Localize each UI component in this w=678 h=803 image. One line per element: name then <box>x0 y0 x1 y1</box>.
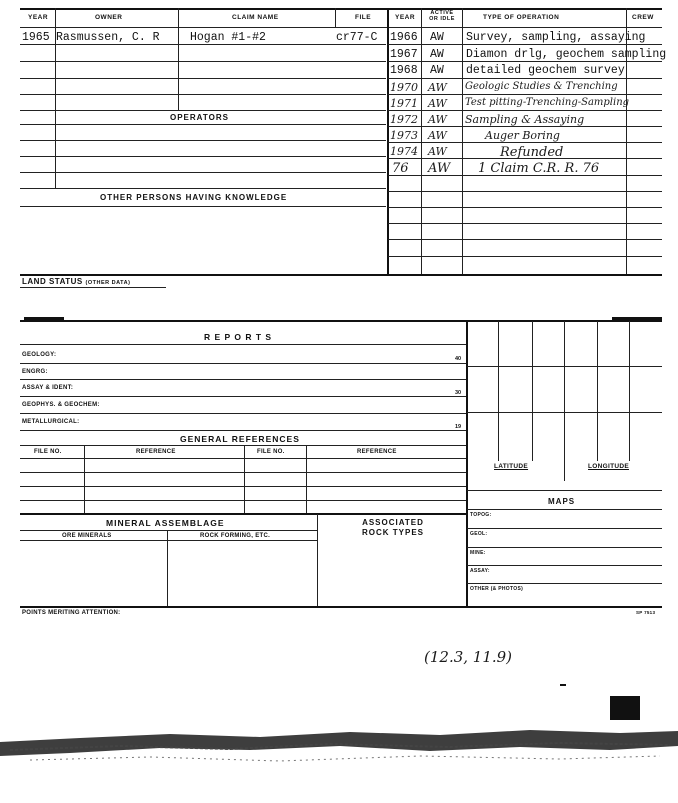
land-status-sublabel: (OTHER DATA) <box>85 280 131 286</box>
operators-top-rule <box>20 110 386 111</box>
scan-noise-band <box>0 720 678 780</box>
owner-entry-year: 1965 <box>22 31 50 44</box>
report-field-label: METALLURGICAL: <box>22 419 80 425</box>
operation-year: 1972 <box>390 113 418 126</box>
map-row-rule <box>467 547 662 548</box>
report-field-label: GEOLOGY: <box>22 352 57 358</box>
operation-description: detailed geochem survey <box>466 64 625 77</box>
grid-column-rule <box>564 321 565 481</box>
operation-row-rule <box>388 207 662 208</box>
operation-row-rule <box>388 142 662 143</box>
reports-heading-rule <box>20 344 466 345</box>
operators-heading: OPERATORS <box>170 113 229 122</box>
operation-description: Geologic Studies & Trenching <box>465 81 618 92</box>
references-column-rule <box>306 445 307 513</box>
operation-description: Diamon drlg, geochem sampling <box>466 48 667 61</box>
form-number: SP 7513 <box>636 610 656 615</box>
reports-heading: R E P O R T S <box>204 332 273 342</box>
operation-status: AW <box>428 113 447 126</box>
mineral-column-rule <box>167 530 168 607</box>
report-field-number: 19 <box>455 424 462 430</box>
references-row-rule <box>20 458 466 459</box>
active-idle-header: ACTIVE OR IDLE <box>429 10 455 22</box>
year-header: YEAR <box>28 14 49 21</box>
operation-row-rule <box>388 126 662 127</box>
references-row-rule <box>20 486 466 487</box>
associated-rock-types-heading: ASSOCIATED ROCK TYPES <box>361 518 424 537</box>
map-row-rule <box>467 583 662 584</box>
owner-entry-claim-name: Hogan #1-#2 <box>190 31 266 44</box>
operation-description: Refunded <box>500 145 564 160</box>
persons-bottom-rule <box>20 206 386 207</box>
mineral-heading-rule <box>20 530 317 531</box>
report-row-rule <box>20 413 466 414</box>
operation-status: AW <box>428 129 447 142</box>
owner-header: OWNER <box>95 14 123 21</box>
operation-description: Sampling & Assaying <box>465 113 585 126</box>
operation-row-rule <box>388 110 662 111</box>
operation-year: 1974 <box>390 145 418 158</box>
references-row-rule <box>20 472 466 473</box>
persons-top-rule <box>20 188 386 189</box>
operation-row-rule <box>388 78 662 79</box>
operators-row-rule <box>20 172 386 173</box>
maps-top-rule <box>467 490 662 491</box>
grid-column-rule <box>498 321 499 461</box>
land-status-underline <box>20 287 166 288</box>
claim-column-rule <box>178 8 179 111</box>
crew-header: CREW <box>632 14 654 21</box>
scan-artifact <box>560 684 566 686</box>
rock-types-column-rule <box>317 514 318 607</box>
reports-top-border <box>20 320 662 322</box>
operation-year: 1967 <box>390 48 418 61</box>
report-field-label: ASSAY & IDENT: <box>22 385 74 391</box>
land-status-label: LAND STATUS <box>22 277 83 286</box>
owner-row-rule <box>20 94 386 95</box>
operators-row-rule <box>20 124 386 125</box>
references-column-rule <box>84 445 85 513</box>
file-no-header: FILE NO. <box>257 449 285 455</box>
operation-row-rule <box>388 191 662 192</box>
grid-column-rule <box>629 321 630 461</box>
map-field-label: ASSAY: <box>470 568 490 574</box>
operation-year: 1966 <box>390 31 418 44</box>
general-references-heading: GENERAL REFERENCES <box>180 434 300 444</box>
file-header: FILE <box>355 14 372 21</box>
operation-status: AW <box>430 31 444 44</box>
operation-status: AW <box>428 145 447 158</box>
operation-row-rule <box>388 94 662 95</box>
operators-row-rule <box>20 156 386 157</box>
mineral-assemblage-heading: MINERAL ASSEMBLAGE <box>106 518 225 528</box>
operation-year-header: YEAR <box>395 14 416 21</box>
other-persons-heading: OTHER PERSONS HAVING KNOWLEDGE <box>100 193 288 202</box>
operation-status: AW <box>430 64 444 77</box>
grid-row-rule <box>467 412 662 413</box>
operation-status: AW <box>428 81 447 94</box>
file-column-rule <box>335 8 336 28</box>
operation-description: Auger Boring <box>485 129 560 142</box>
map-row-rule <box>467 528 662 529</box>
owner-row-rule <box>20 44 386 45</box>
owner-entry-file: cr77-C <box>336 31 378 44</box>
map-field-label: OTHER (& PHOTOS) <box>470 586 524 592</box>
report-row-rule <box>20 379 466 380</box>
operation-description: 1 Claim C.R. R. 76 <box>478 161 600 176</box>
type-of-operation-header: TYPE OF OPERATION <box>483 14 560 21</box>
operation-description: Survey, sampling, assaying <box>466 31 646 44</box>
report-row-rule <box>20 396 466 397</box>
grid-row-rule <box>467 366 662 367</box>
map-field-label: MINE: <box>470 550 486 556</box>
operation-year: 76 <box>392 161 409 176</box>
reference-header: REFERENCE <box>357 449 397 455</box>
mineral-subheading-rule <box>20 540 317 541</box>
operation-year: 1971 <box>390 97 418 110</box>
map-field-label: TOPOG: <box>470 512 492 518</box>
report-row-rule <box>20 363 466 364</box>
report-field-number: 40 <box>455 356 462 362</box>
grid-column-rule <box>532 321 533 461</box>
operation-year: 1970 <box>390 81 418 94</box>
scan-artifact <box>610 696 640 720</box>
operation-row-rule <box>388 223 662 224</box>
grid-column-rule <box>597 321 598 461</box>
rock-forming-header: ROCK FORMING, ETC. <box>200 533 271 539</box>
operation-year: 1973 <box>390 129 418 142</box>
operation-description: Test pitting-Trenching-Sampling <box>465 97 630 108</box>
operation-year: 1968 <box>390 64 418 77</box>
header-bottom-rule <box>20 27 662 28</box>
references-column-rule <box>244 445 245 513</box>
owner-entry-owner: Rasmussen, C. R <box>56 31 160 44</box>
operation-status: AW <box>430 48 444 61</box>
owner-row-rule <box>20 78 386 79</box>
operators-row-rule <box>20 140 386 141</box>
points-meriting-attention-label: POINTS MERITING ATTENTION: <box>22 610 121 616</box>
file-no-header: FILE NO. <box>34 449 62 455</box>
latitude-label: LATITUDE <box>494 463 529 470</box>
report-field-label: GEOPHYS. & GEOCHEM: <box>22 402 100 408</box>
map-row-rule <box>467 565 662 566</box>
references-bottom-border <box>20 513 466 515</box>
reference-header: REFERENCE <box>136 449 176 455</box>
map-field-label: GEOL: <box>470 531 488 537</box>
top-table-bottom-border <box>20 274 662 276</box>
maps-heading-rule <box>467 509 662 510</box>
operation-row-rule <box>388 61 662 62</box>
owner-row-rule <box>20 61 386 62</box>
maps-heading: MAPS <box>548 497 576 506</box>
longitude-label: LONGITUDE <box>588 463 629 470</box>
report-row-rule <box>20 430 466 431</box>
report-field-label: ENGRG: <box>22 369 48 375</box>
report-field-number: 30 <box>455 390 462 396</box>
coordinates-note: (12.3, 11.9) <box>424 648 513 666</box>
references-heading-rule <box>20 445 466 446</box>
bottom-form-border <box>20 606 662 608</box>
operation-row-rule <box>388 239 662 240</box>
top-border <box>20 8 662 10</box>
land-status-heading <box>22 277 130 286</box>
ore-minerals-header: ORE MINERALS <box>62 533 112 539</box>
operation-row-rule <box>388 44 662 45</box>
operation-row-rule <box>388 256 662 257</box>
claim-name-header: CLAIM NAME <box>232 14 279 21</box>
operation-status: AW <box>428 161 451 176</box>
references-row-rule <box>20 500 466 501</box>
operation-status: AW <box>428 97 447 110</box>
